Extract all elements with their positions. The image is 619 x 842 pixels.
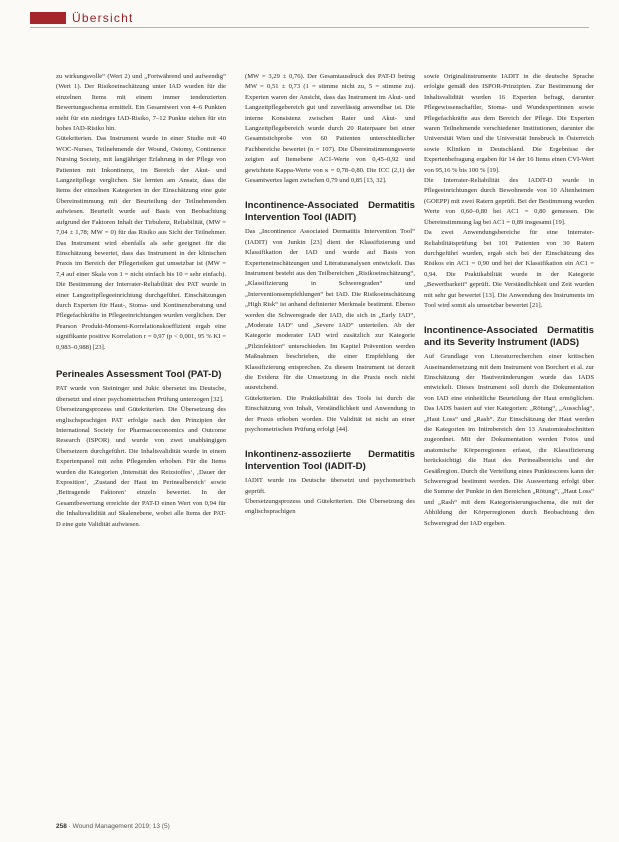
header-rule bbox=[30, 27, 589, 28]
body-paragraph: zu wirkungsvolle“ (Wert 2) und „Fortwährend und aufwendig“ (Wert 1). Der Risikoeinschätzung unter IAD wurden für die einzelnen Items mit einem immer tendenzierten Bewertungsschema ermittelt. Ein Gesamtwert von 4–6 Punkten steht für ein niedriges IAD-Risiko, 7–12 Punkte stehen für ein hohes IAD-Risiko hin. bbox=[56, 73, 226, 133]
section-color-bar bbox=[30, 12, 66, 24]
page-header bbox=[30, 10, 133, 26]
section-heading-iads: Incontinence-Associated Dermatitis and its Severity Instrument (IADS) bbox=[424, 325, 594, 348]
body-paragraph: Da zwei Anwendungsbereiche für eine Interrater-Reliabilitätsprüfung bei 101 Patienten von 30 Ratern durchgeführt wurden, ergab sich bei der Einschätzung des Risikos ein AC1 = 0,90 und bei der Klassifikation ein AC1 = 0,94. Die Praktikabilität wurde in der Kategorie „Bewertbarkeit“ geprüft. Die Verständlichkeit und Zeit wurden mit sehr gut bewertet [13]. Die Anwendung des Instruments im Tool wird somit als umsetzbar bewertet [21]. bbox=[424, 229, 594, 309]
page-number: 258 bbox=[56, 823, 67, 830]
footer-separator: · bbox=[68, 823, 73, 830]
body-paragraph: PAT wurde von Steininger und Jukic übersetzt ins Deutsche, übersetzt und einer psychometrischen Prüfung unterzogen [32]. bbox=[56, 385, 226, 403]
column-3 bbox=[424, 72, 594, 529]
section-heading-iadit: Incontinence-Associated Dermatitis Intervention Tool (IADIT) bbox=[245, 200, 415, 223]
body-paragraph: Gütekriterien. Das Instrument wurde in einer Studie mit 40 WOC-Nurses, Teilnehmende der Wound, Ostomy, Continence Nursing Society, mit langjähriger Erfahrung in der Pflege von Patienten mit Inkontinenz, im Bereich der Akut- und Langzeitpflege verglichen. Sie lernten am Ansatz, dass die Items der einzelnen Kategorien in der Einschätzung eine gute Übereinstimmung mit der Beurteilung der Teilnehmenden aufwiesen. Beurteilt wurde auf Basis von Beobachtung aufgrund der Faktoren Inhalt der Tirbulenz, Reliabilität, (MW = 7,04 ± 1,78; MW = 0) für das Risiko aus Sicht der Teilnehmer. Das Instrument wird ebenfalls als sehr geeignet für die Einschätzung bewertet, dass das Instrument in der klinischen Praxis im Bereich der Pflegerisiken gut umsetzbar ist (MW = 7,4 auf einer Skala von 1 = nicht einfach bis 10 = sehr einfach). Die Bestimmung der Interrater-Reliabilität des PAT wurde in einer Langzeitpflegeeinrichtung durchgeführt. Einschätzungen durch Experten für Haut-, Stoma- und Kontinenzberatung und Pflegefachkräfte in Pflegeeinrichtungen wurden verglichen. Der Pearson Produkt-Moment-Korrelationskoeffizient ergab eine signifikante positive Korrelation r = 0,97 (p < 0,001, 95 % KI = 0,983–0,988) [23]. bbox=[56, 135, 226, 351]
section-heading-iadit-d: Inkontinenz-assoziierte Dermatitis Intervention Tool (IADIT-D) bbox=[245, 449, 415, 472]
journal-citation: Wound Management 2019; 13 (5) bbox=[72, 823, 170, 830]
body-paragraph: Übersetzungsprozess und Gütekriterien. Die Übersetzung des englischsprachigen bbox=[245, 498, 415, 516]
section-heading-pat-d: Perineales Assessment Tool (PAT-D) bbox=[56, 368, 222, 380]
section-title: Übersicht bbox=[72, 11, 134, 25]
body-paragraph: sowie Originalinstrumente IADIT in die deutsche Sprache erfolgte gemäß den ISPOR-Prinzipien. Zur Bestimmung der Inhaltsvalidität wurden 16 Experten befragt, darunter Pflegewissenschaftler, Stoma- und Wundexpertinnen sowie Pflegefachkräfte aus dem Bereich der Pflege. Die Experten waren Teilnehmende verschiedener Institutionen, darunter die Universität Wien und die Universität Innsbruck in Österreich sowie Kliniken in Deutschland. Die Ergebnisse der Expertenbefragung ergaben für 14 der 16 Items einen CVI-Wert von 95,16 % bis 100 % [19]. bbox=[424, 73, 594, 174]
body-paragraph: Auf Grundlage von Literaturrecherchen einer kritischen Auseinandersetzung mit dem Instrument von Borchert et al. zur Einschätzung der Hautveränderungen wurde das IADS entwickelt. Dieses Instrument soll durch die Dokumentation von IAD eine einheitliche Beurteilung der Haut ermöglichen. Das IADS basiert auf vier Kategorien: „Rötung“, „Ausschlag“, „Haut Loss“ und „Rash“. Zur Einschätzung der Haut werden die Kategorien im Intimbereich den 13 Anatomieabschnitten zugeordnet. Mit der Dokumentation werden Fotos und anatomische Körperregionen erfasst, die Klassifizierung berücksichtigt die Haut des Perinealbereichs und der Gesäßregion. Durch die Verteilung eines Punktescores kann der Schweregrad bestimmt werden. Die Auswertung erfolgt über die Summe der Punkte in den Bereichen „Rötung“, „Haut Loss“ und „Rash“ mit dem Kategorisierungsschema, die mit der Abbildung der Körperregionen durch Beobachtung den Schweregrad der IAD ergeben. bbox=[424, 353, 594, 527]
body-paragraph: IADIT wurde ins Deutsche übersetzt und psychometrisch geprüft. bbox=[245, 477, 415, 495]
column-2 bbox=[245, 72, 415, 518]
column-1 bbox=[56, 72, 226, 530]
body-paragraph: (MW = 3,29 ± 0,76). Der Gesamtausdruck des PAT-D betrug MW = 0,51 ± 0,73 (1 = stimme nicht zu, 5 = stimme zu). Experten waren der Ansicht, dass das Instrument im Akut- und Langzeitpflegebereich gut und zuverlässig anwendbar ist. Die interne Konsistenz zwischen Rater und Akut- und Langzeitpflegebereich wurde durch 20 Raterpaare bei einer Gesamtstichprobe von 60 Patienten unterschiedlicher Fachbereiche bewertet (n = 107). Die Übereinstimmungswerte zeigten auf Itemebene AC1-Werte von 0,45–0,92 und gewichtete Kappa-Werte von κ = 0,78–0,80. Die ICC (2,1) der Gesamtwertes lagen zwischen 0,79 und 0,85 [13, 32]. bbox=[245, 73, 415, 185]
page-footer bbox=[56, 823, 170, 830]
body-paragraph: Die Interrater-Reliabilität des IADIT-D wurde in Pflegeeinrichtungen durch Bewohnende von 10 Altenheimen (GOEPP) mit zwei Ratern geprüft. Bei der Bestimmung wurden Werte von 0,60–0,80 bei AC1 = 0,80 gemessen. Die Übereinstimmung lag bei AC1 = 0,89 insgesamt [19]. bbox=[424, 177, 594, 226]
body-paragraph: Gütekriterien. Die Praktikabilität des Tools ist durch die Einschätzung von Inhalt, Verständlichkeit und Anwendung in der Praxis erhoben worden. Die Validität ist nicht an einer psychometrischen Prüfung erfolgt [44]. bbox=[245, 394, 415, 433]
body-paragraph: Das „Incontinence Associated Dermatitis Intervention Tool“ (IADIT) von Junkin [23] dient der Klassifizierung und Klassifikation der IAD und wurde auf Basis von Experteneinschätzungen und Literaturanalysen entwickelt. Das Instrument besteht aus den Teilbereichen „Risikoeinschätzung“, „Klassifizierung in Schweregraden“ und „Interventionsempfehlungen“ bei IAD. Die Risikoeinschätzung „High Risk“ ist anhand definierter Merkmale bestimmt. Ebenso werden die Schweregrade der IAD, die sich in „Early IAD“, „Moderate IAD“ und „Severe IAD“ unterteilen. Ab der Kategorie moderater IAD wird zusätzlich zur Kategorie „Pilzinfektion“ unterschieden. Im Kapitel Prävention werden Maßnahmen beschrieben, die einer Empfehlung der Klassifizierung entsprechen. Zu diesem Instrument ist derzeit die Evidenz für die Umsetzung in die Praxis noch nicht ausreichend. bbox=[245, 228, 415, 392]
body-paragraph: Übersetzungsprozess und Gütekriterien. Die Übersetzung des englischsprachigen PAT erfolgte nach den Prinzipien der International Society for Pharmacoeconomics and Outcome Research (ISPOR) und wurde von zwei unabhängigen Übersetzern durchgeführt. Die Inhaltsvalidität wurde in einem Expertenpanel mit zehn Pflegenden erhoben. Für die Items wurden die Kategorien ‚Intensität des Reizstoffes‘, ‚Dauer der Exposition‘, ‚Zustand der Haut im Perinealbereich‘ sowie ‚Beitragende Faktoren‘ einzeln bewertet. In der Gesamtbewertung erreichte der PAT-D einen Wert von 0,94 für die Inhaltsvalidität auf Skalenebene, wobei alle Items der PAT-D eine gute Validität aufwiesen. bbox=[56, 406, 226, 528]
